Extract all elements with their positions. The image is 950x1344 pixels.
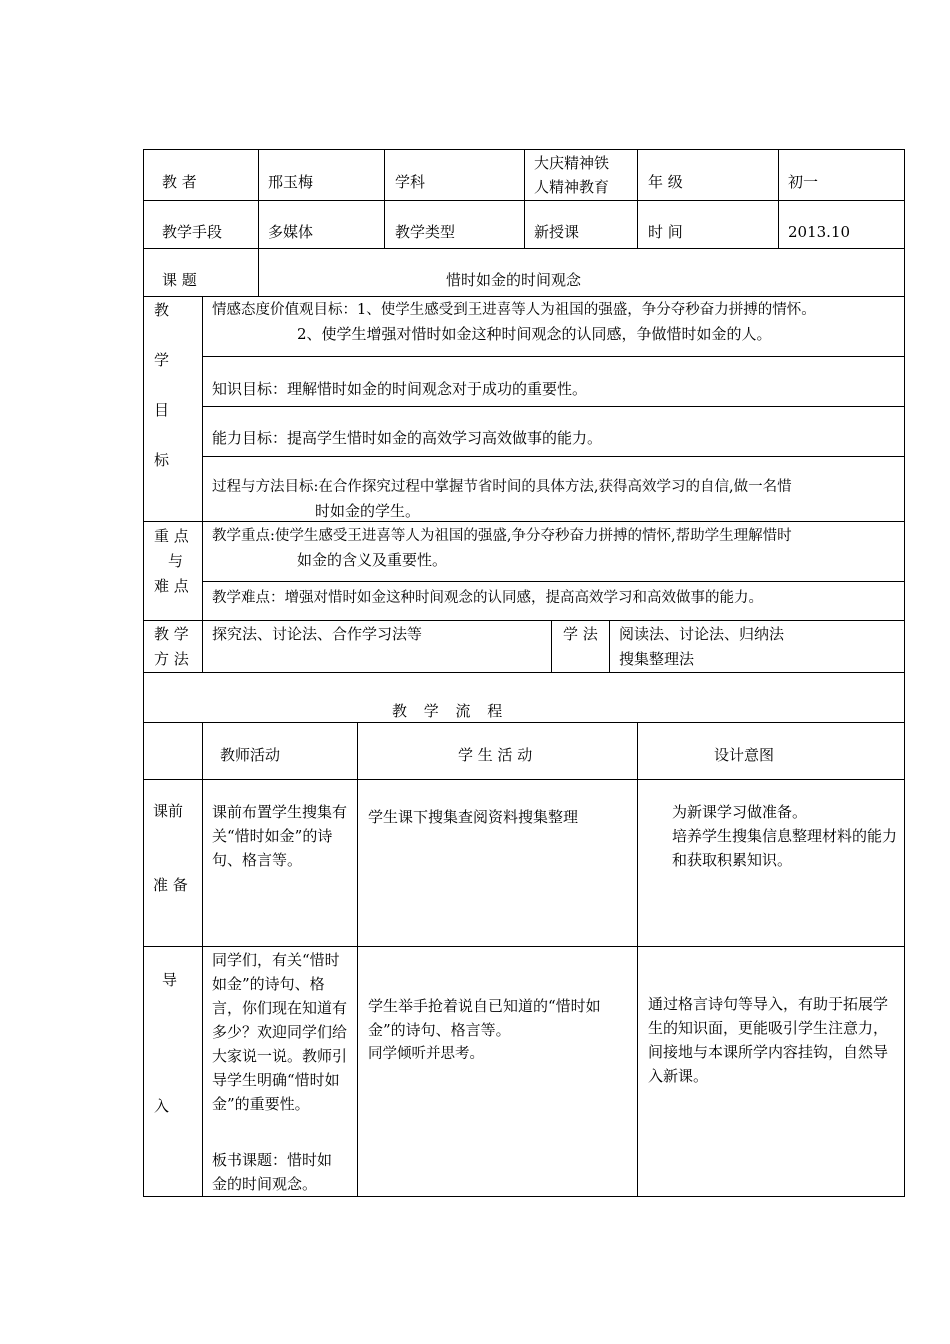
topic-label: 课 题	[162, 271, 197, 289]
teach-method-label-2: 方 法	[154, 650, 189, 668]
rule	[202, 722, 203, 1197]
subject-value-line2: 人精神教育	[534, 178, 610, 196]
goals-label-1: 教	[154, 301, 170, 319]
rule	[524, 149, 525, 249]
rule	[202, 356, 905, 357]
rule	[143, 672, 905, 673]
keypoints-label-1: 重 点	[154, 527, 189, 545]
keypoints-label-3: 难 点	[154, 577, 189, 595]
col-student-activity: 学 生 活 动	[458, 746, 533, 764]
prep-label-1: 课前	[153, 802, 184, 820]
learn-method-line2: 搜集整理法	[619, 650, 695, 668]
rule	[143, 779, 905, 780]
prep-design-2: 培养学生搜集信息整理材料的能力和获取积累知识。	[672, 827, 898, 869]
col-teacher-activity: 教师活动	[220, 746, 281, 764]
prep-student-activity: 学生课下搜集查阅资料搜集整理	[368, 808, 579, 826]
goal-ability: 能力目标：提高学生惜时如金的高效学习高效做事的能力。	[212, 429, 603, 447]
frame-right	[904, 149, 905, 1197]
teacher-name: 邢玉梅	[268, 173, 314, 191]
rule	[357, 722, 358, 1197]
learn-method-label: 学 法	[563, 625, 598, 643]
difficulty-point: 教学难点：增强对惜时如金这种时间观念的认同感，提高高效学习和高效做事的能力。	[212, 590, 763, 606]
rule	[143, 620, 905, 621]
subject-label: 学科	[395, 173, 426, 191]
frame-bottom	[143, 1196, 905, 1197]
goal-knowledge: 知识目标：理解惜时如金的时间观念对于成功的重要性。	[212, 380, 588, 398]
rule	[258, 149, 259, 297]
rule	[551, 620, 552, 672]
rule	[202, 581, 905, 582]
prep-design-1: 为新课学习做准备。	[672, 803, 808, 821]
teacher-label: 教 者	[162, 173, 197, 191]
rule	[202, 406, 905, 407]
type-label: 教学类型	[395, 223, 456, 241]
teach-method-value: 探究法、讨论法、合作学习法等	[212, 625, 423, 643]
time-label: 时 间	[648, 223, 683, 241]
intro-teacher-board: 板书课题：惜时如金的时间观念。	[212, 1151, 333, 1193]
topic-value: 惜时如金的时间观念	[446, 271, 582, 289]
time-value: 2013.10	[788, 223, 851, 241]
goals-label-3: 目	[154, 401, 170, 419]
rule	[637, 722, 638, 1197]
intro-design: 通过格言诗句等导入，有助于拓展学生的知识面，更能吸引学生注意力，间接地与本课所学内容挂钩，自然导入新课。	[648, 995, 889, 1085]
goal-emotion-line1: 情感态度价值观目标：1、使学生感受到王进喜等人为祖国的强盛，争分夺秒奋力拼搏的情怀。	[212, 302, 816, 318]
goal-process-line1: 过程与方法目标:在合作探究过程中掌握节省时间的具体方法,获得高效学习的自信,做一名惜	[212, 479, 792, 495]
prep-label-2: 准 备	[153, 876, 188, 894]
intro-student-listen: 同学倾听并思考。	[368, 1046, 484, 1062]
goal-process-line2: 时如金的学生。	[315, 502, 421, 520]
rule	[384, 149, 385, 249]
rule	[778, 149, 779, 249]
means-label: 教学手段	[162, 223, 223, 241]
rule	[202, 296, 203, 672]
intro-teacher-activity: 同学们，有关“惜时如金”的诗句、格言，你们现在知道有多少？欢迎同学们给大家说一说。教师引导学生明确“惜时如金”的重要性。	[212, 951, 348, 1113]
frame-left	[143, 149, 144, 1197]
col-design-intent: 设计意图	[714, 746, 775, 764]
teach-method-label-1: 教 学	[154, 625, 189, 643]
goals-label-2: 学	[154, 351, 170, 369]
means-value: 多媒体	[268, 223, 314, 241]
keypoints-label-2: 与	[168, 552, 184, 570]
subject-value-line1: 大庆精神铁	[534, 154, 610, 172]
goals-label-4: 标	[154, 451, 170, 469]
learn-method-line1: 阅读法、讨论法、归纳法	[619, 625, 785, 643]
grade-label: 年 级	[648, 173, 683, 191]
rule	[143, 722, 905, 723]
rule	[202, 456, 905, 457]
rule	[143, 521, 905, 522]
intro-student-activity: 学生举手抢着说自已知道的“惜时如金”的诗句、格言等。	[368, 997, 601, 1039]
intro-label-1: 导	[162, 971, 178, 989]
rule	[637, 149, 638, 249]
intro-label-2: 入	[154, 1097, 170, 1115]
flow-title: 教 学 流 程	[392, 702, 503, 720]
goal-emotion-line2: 2、使学生增强对惜时如金这种时间观念的认同感，争做惜时如金的人。	[297, 325, 772, 343]
type-value: 新授课	[534, 223, 580, 241]
prep-teacher-activity: 课前布置学生搜集有关“惜时如金”的诗句、格言等。	[212, 803, 348, 869]
key-point-line2: 如金的含义及重要性。	[297, 551, 448, 569]
rule	[609, 620, 610, 672]
key-point-line1: 教学重点:使学生感受王进喜等人为祖国的强盛,争分夺秒奋力拼搏的情怀,帮助学生理解惜时	[212, 528, 792, 544]
grade-value: 初一	[788, 173, 819, 191]
rule	[143, 946, 905, 947]
